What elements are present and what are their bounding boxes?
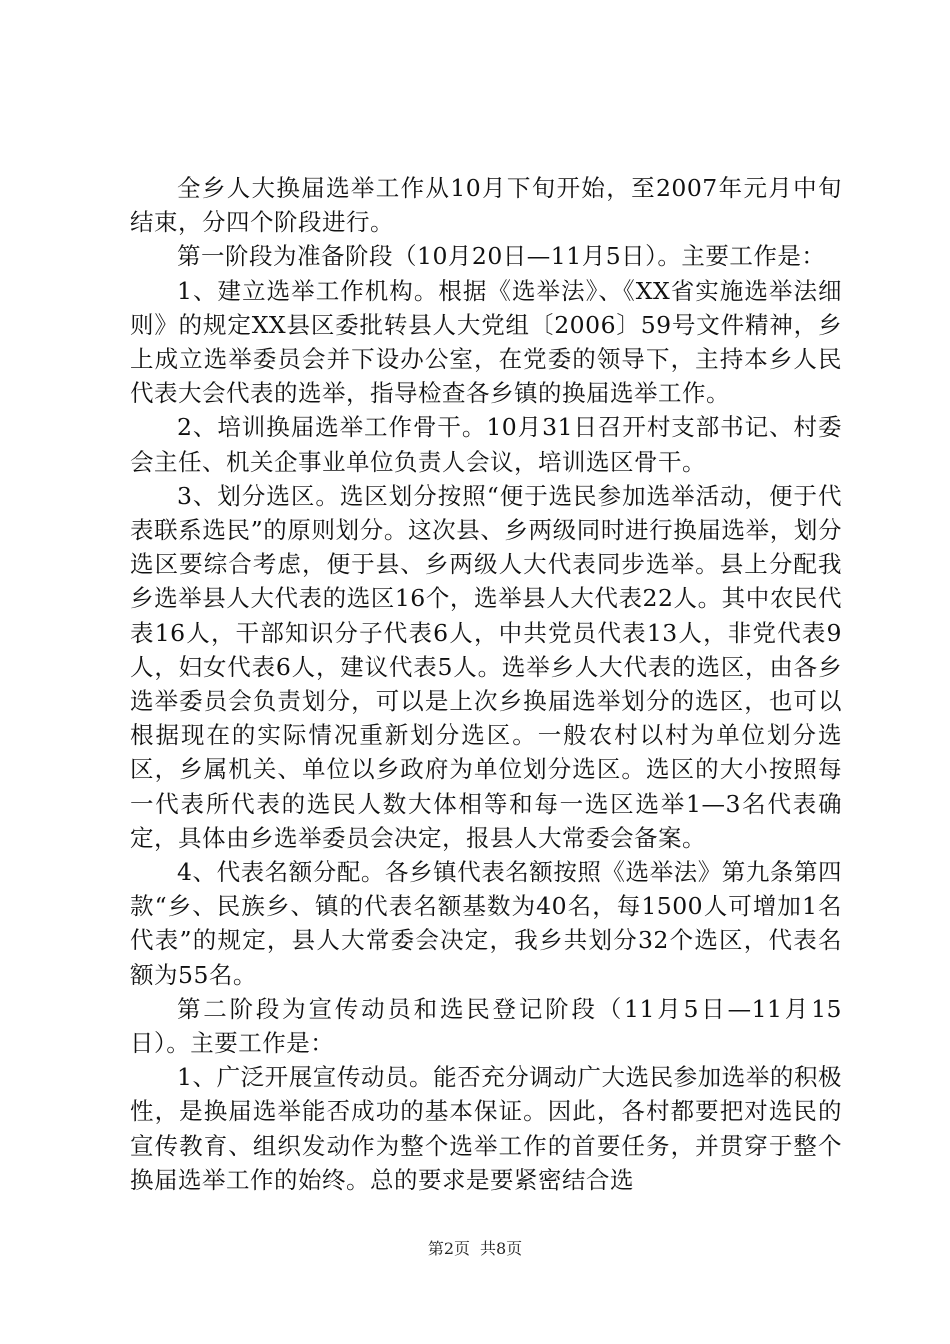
paragraph-stage-one: 第一阶段为准备阶段（10月20日—11月5日）。主要工作是： [177,242,826,271]
paragraph-stage-two-item-1: 1、广泛开展宣传动员。能否充分调动广大选民参加选举的积极性，是换届选举能否成功的基本保证。因此，各村都要把对选民的宣传教育、组织发动作为整个选举工作的首要任务，并贯穿于整个换届选举工作的始终。总的要求是要紧密结合选 [130,1063,842,1194]
document-body [130,171,842,1197]
paragraph-intro: 全乡人大换届选举工作从10月下旬开始，至2007年元月中旬结束，分四个阶段进行。 [130,174,842,237]
paragraph-item-1: 1、建立选举工作机构。根据《选举法》、《XX省实施选举法细则》的规定XX县区委批转县人大党组〔2006〕59号文件精神，乡上成立选举委员会并下设办公室，在党委的领导下，主持本乡人民代表大会代表的选举，指导检查各乡镇的换届选举工作。 [130,276,842,408]
page-footer [0,1239,950,1259]
paragraph-item-4: 4、代表名额分配。各乡镇代表名额按照《选举法》第九条第四款“乡、民族乡、镇的代表名额基数为40名，每1500人可增加1名代表”的规定，县人大常委会决定，我乡共划分32个选区，代表名额为55名。 [130,858,842,989]
paragraph-item-2: 2、培训换届选举工作骨干。10月31日召开村支部书记、村委会主任、机关企事业单位负责人会议，培训选区骨干。 [130,413,842,476]
page-total: 共8页 [480,1239,523,1258]
page-number: 第2页 [427,1239,470,1258]
paragraph-stage-two: 第二阶段为宣传动员和选民登记阶段（11月5日—11月15日）。主要工作是： [130,994,842,1058]
paragraph-item-3: 3、划分选区。选区划分按照“便于选民参加选举活动，便于代表联系选民”的原则划分。这次县、乡两级同时进行换届选举，划分选区要综合考虑，便于县、乡两级人大代表同步选举。县上分配我乡选举县人大代表的选区16个，选举县人大代表22人。其中农民代表16人，干部知识分子代表6人，中共党员代表13人，非党代表9人，妇女代表6人，建议代表5人。选举乡人大代表的选区，由各乡选举委员会负责划分，可以是上次乡换届选举划分的选区，也可以根据现在的实际情况重新划分选区。一般农村以村为单位划分选区，乡属机关、单位以乡政府为单位划分选区。选区的大小按照每一代表所代表的选民人数大体相等和每一选区选举1—3名代表确定，具体由乡选举委员会决定，报县人大常委会备案。 [130,481,842,852]
